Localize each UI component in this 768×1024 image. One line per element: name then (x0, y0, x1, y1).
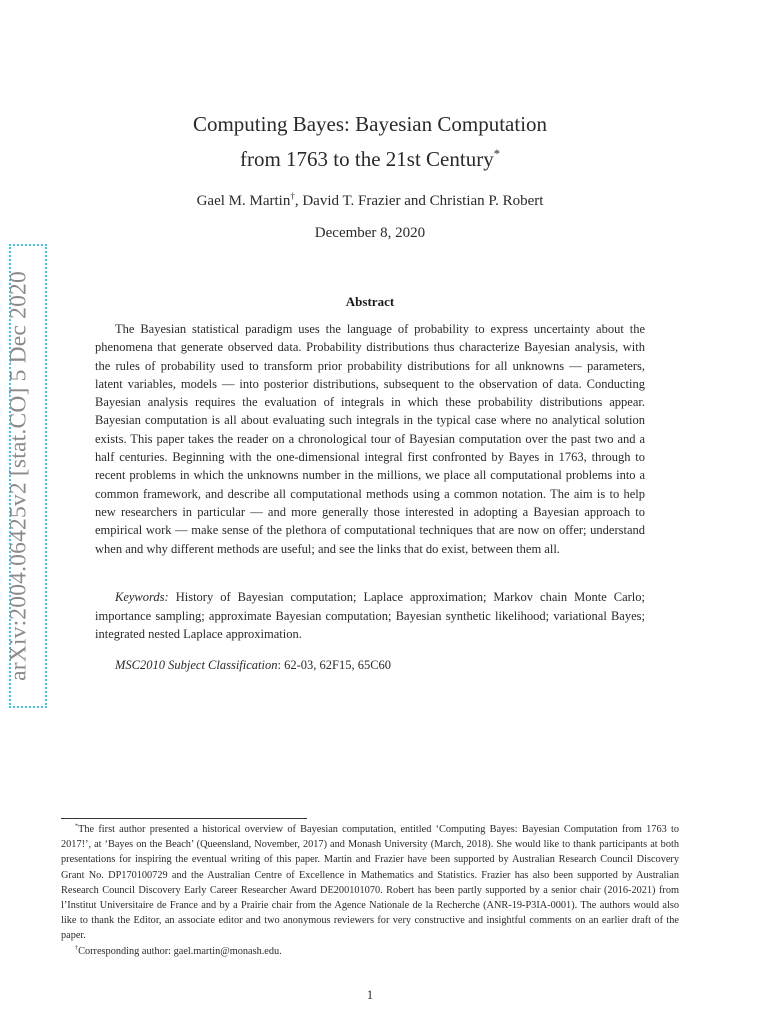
paper-title-line1: Computing Bayes: Bayesian Computation (192, 112, 548, 136)
author-rest: , David T. Frazier and Christian P. Robert (294, 193, 544, 209)
title-footnote-mark: * (493, 147, 501, 161)
abstract-body: The Bayesian statistical paradigm uses the language of probability to express uncertainty about the phenomena that generate observed data. Probability distributions thus characterize Bayesian analysis, with the rules of probability used to transform prior probability distributions for all unknowns — parameters, latent variables, models — into posterior distributions, subsequent to the observation of data. Conducting Bayesian analysis requires the evaluation of integrals in which these probability distributions appear. Bayesian computation is all about evaluating such integrals in the typical case where no analytical solution exists. This paper takes the reader on a chronological tour of Bayesian computation over the past two and a half centuries. Beginning with the one-dimensional integral first confronted by Bayes in 1763, through to recent problems in which the unknowns number in the millions, we place all computational problems into a common framework, and describe all computational methods using a common notation. The aim is to help new researchers in particular — and more generally those interested in adopting a Bayesian approach to empirical work — make sense of the plethora of computational techniques that are now on offer; understand when and why different methods are useful; and see the links that do exist, between them all. (95, 322, 645, 556)
author-first: Gael M. Martin (196, 193, 291, 209)
footnote-1 (61, 822, 679, 944)
footnote-2-mark: † (75, 944, 79, 952)
msc-codes: : 62-03, 62F15, 65C60 (277, 658, 392, 672)
msc-classification (115, 658, 645, 673)
author-list (120, 193, 620, 210)
paper-title-line2 (120, 147, 620, 172)
footnote-1-text: The first author presented a historical overview of Bayesian computation, entitled ‘Computing Bayes: Bayesian Computation from 1763 to 2017!’, at ‘Bayes on the Beach’ (Queensland, November, 2017) and Monash University (March, 2018). She would like to thank participants at both presentations for inspiring the eventual writing of this paper. Martin and Frazier have been supported by Australian Research Council Discovery Grant No. DP170100729 and the Australian Centre of Excellence in Mathematics and Statistics. Frazier has also been supported by Australian Research Council Discovery Early Career Researcher Award DE200101070. Robert has been partly supported by a senior chair (2016-2021) from l’Institut Universitaire de France and by a Prairie chair from the Agence Nationale de la Recherche (ANR-19-P3IA-0001). The authors would also like to thank the Editor, an associate editor and two anonymous reviewers for very constructive and insightful comments on an earlier draft of the paper. (61, 824, 679, 942)
msc-label: MSC2010 Subject Classification (115, 658, 278, 672)
footnote-2-text: Corresponding author: gael.martin@monash.edu. (78, 945, 282, 957)
corresponding-author-mark: † (290, 191, 295, 201)
arxiv-identifier: arXiv:2004.06425v2 [stat.CO] 5 Dec 2020 (5, 271, 32, 681)
paper-title-line2-text: from 1763 to the 21st Century (239, 147, 494, 171)
footnote-2 (61, 944, 679, 959)
abstract-heading: Abstract (345, 294, 395, 309)
footnotes (61, 822, 679, 959)
page-number: 1 (366, 988, 374, 1002)
keywords-text: History of Bayesian computation; Laplace approximation; Markov chain Monte Carlo; importance sampling; approximate Bayesian computation; Bayesian synthetic likelihood; variational Bayes; integrated nested Laplace approximation. (95, 590, 645, 641)
footnote-1-mark: * (75, 822, 79, 830)
footnote-rule (61, 818, 307, 819)
keywords-paragraph (95, 588, 645, 644)
keywords-label: Keywords: (115, 590, 169, 604)
paper-date: December 8, 2020 (314, 225, 426, 241)
